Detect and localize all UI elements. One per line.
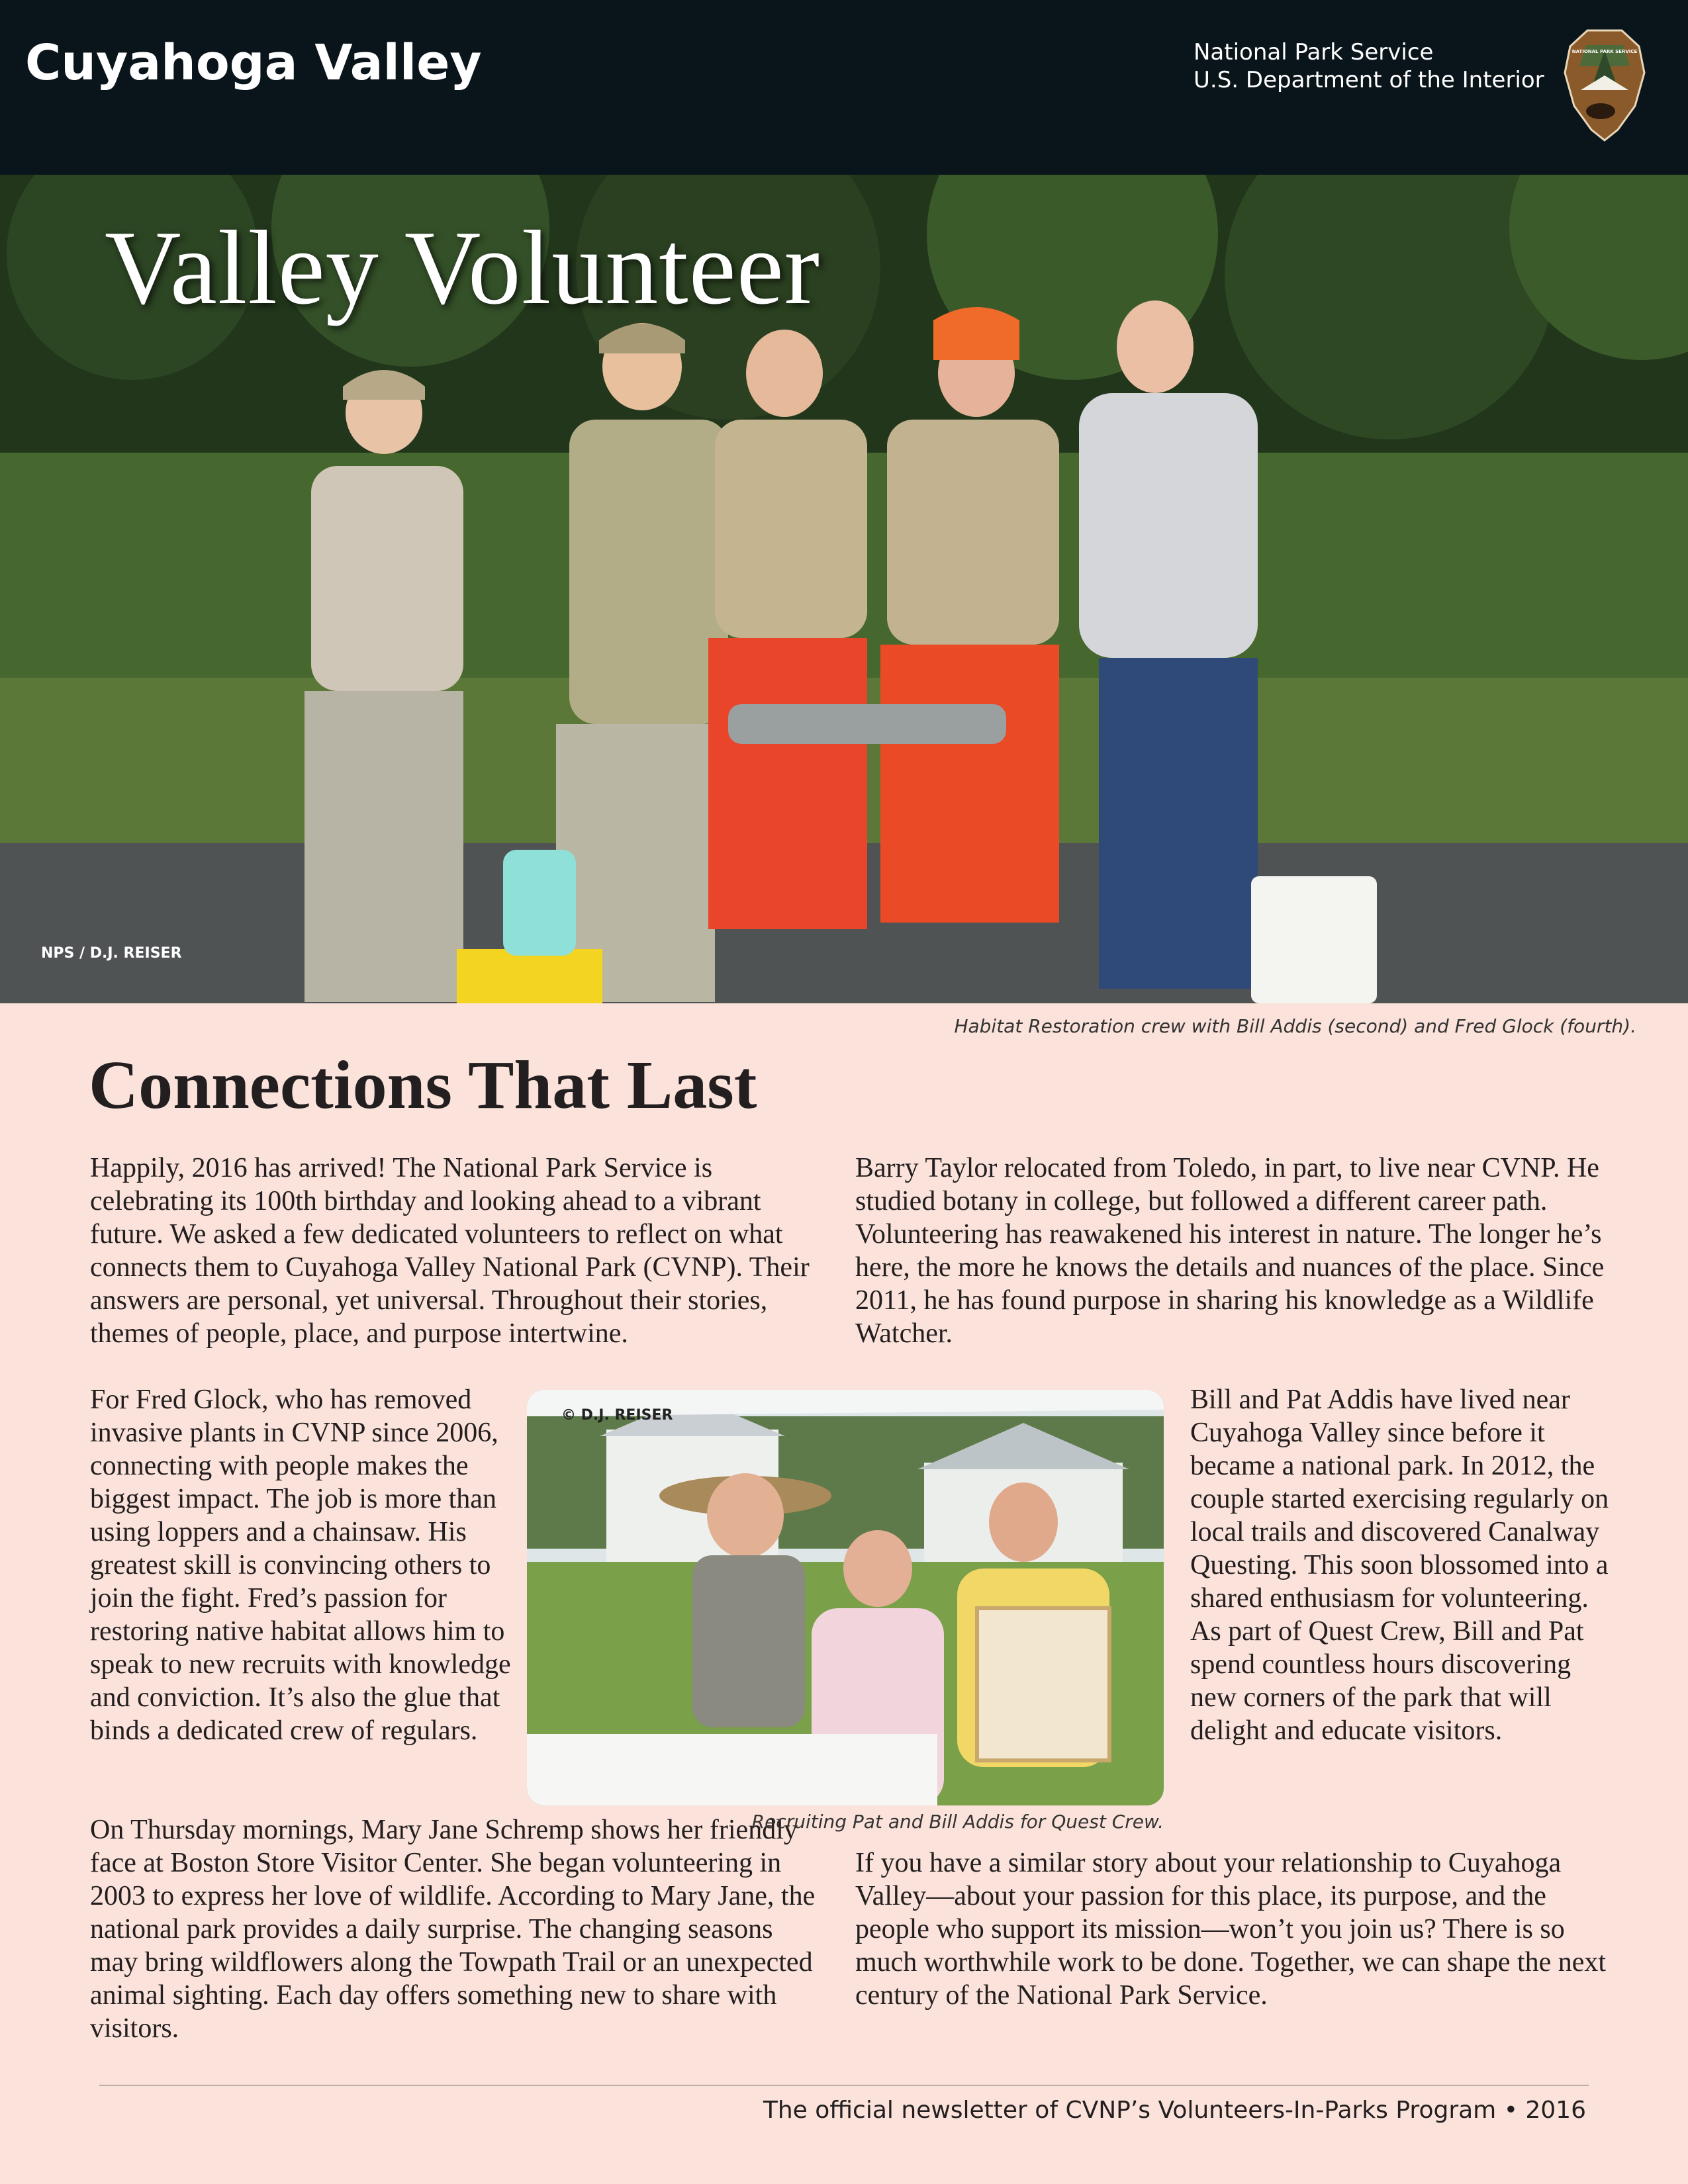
paragraph-mary-jane: On Thursday mornings, Mary Jane Schremp shows her friendly face at Boston Store Visitor Center. She began volunteering in 2003 to express her love of wildlife. According to Mary Jane, the national park provides a daily surprise. The changing seasons may bring wildflowers along the Towpath Trail or an unexpected animal sighting. Each day offers something new to share with visitors. (90, 1815, 816, 2044)
agency-name: National Park Service (1194, 39, 1434, 66)
quest-crew-photo-illustration (527, 1390, 1164, 1805)
quest-crew-photo (527, 1390, 1164, 1805)
nps-arrowhead-icon (1561, 26, 1648, 143)
paragraph-fred: For Fred Glock, who has removed invasive plants in CVNP since 2006, connecting with people makes the biggest impact. The job is more than using loppers and a chainsaw. His greatest skill is convincing others to join the fight. Fred’s passion for restoring native habitat allows him to speak to new recruits with knowledge and conviction. It’s also the glue that binds a dedicated crew of regulars. (90, 1385, 511, 1746)
photo-caption-2: Recruiting Pat and Bill Addis for Quest Crew. (751, 1811, 1164, 1833)
park-name: Cuyahoga Valley (25, 34, 482, 91)
article-headline: Connections That Last (89, 1047, 757, 1123)
paragraph-call-to-action: If you have a similar story about your relationship to Cuyahoga Valley—about your passion for this place, its purpose, and the people who support its mission—won’t you join us? There is so much worthwhile work to be done. Together, we can shape the next century of the National Park Service. (855, 1848, 1607, 2011)
header-bar (0, 0, 1688, 175)
hero-photo (0, 175, 1688, 1003)
paragraph-barry: Barry Taylor relocated from Toledo, in part, to live near CVNP. He studied botany in college, but followed a different career path. Volunteering has reawakened his interest in nature. The longer he’s here, the more he knows the details and nuances of the place. Since 2011, he has found purpose in sharing his knowledge as a Wildlife Watcher. (855, 1153, 1605, 1349)
paragraph-intro: Happily, 2016 has arrived! The National Park Service is celebrating its 100th birthday and looking ahead to a vibrant future. We asked a few dedicated volunteers to reflect on what connects them to Cuyahoga Valley National Park (CVNP). Their answers are personal, yet universal. Throughout their stories, themes of people, place, and purpose intertwine. (90, 1153, 810, 1349)
department-name: U.S. Department of the Interior (1194, 67, 1544, 93)
photo-credit: NPS / D.J. REISER (41, 945, 182, 962)
agency-block (1194, 38, 1544, 94)
paragraph-bill-pat: Bill and Pat Addis have lived near Cuyahoga Valley since before it became a national park. In 2012, the couple started exercising regularly on local trails and discovered Canalway Questing. This soon blossomed into a shared enthusiasm for volunteering. As part of Quest Crew, Bill and Pat spend countless hours discovering new corners of the park that will delight and educate visitors. (1190, 1385, 1609, 1746)
footer-divider (99, 2085, 1589, 2086)
logo-text: NATIONAL PARK SERVICE (1571, 49, 1638, 54)
photo-credit-2: © D.J. REISER (561, 1407, 673, 1424)
hero-caption: Habitat Restoration crew with Bill Addis (second) and Fred Glock (fourth). (954, 1015, 1636, 1037)
footer-text: The official newsletter of CVNP’s Volunteers-In-Parks Program • 2016 (763, 2097, 1586, 2124)
newsletter-title: Valley Volunteer (105, 208, 820, 326)
